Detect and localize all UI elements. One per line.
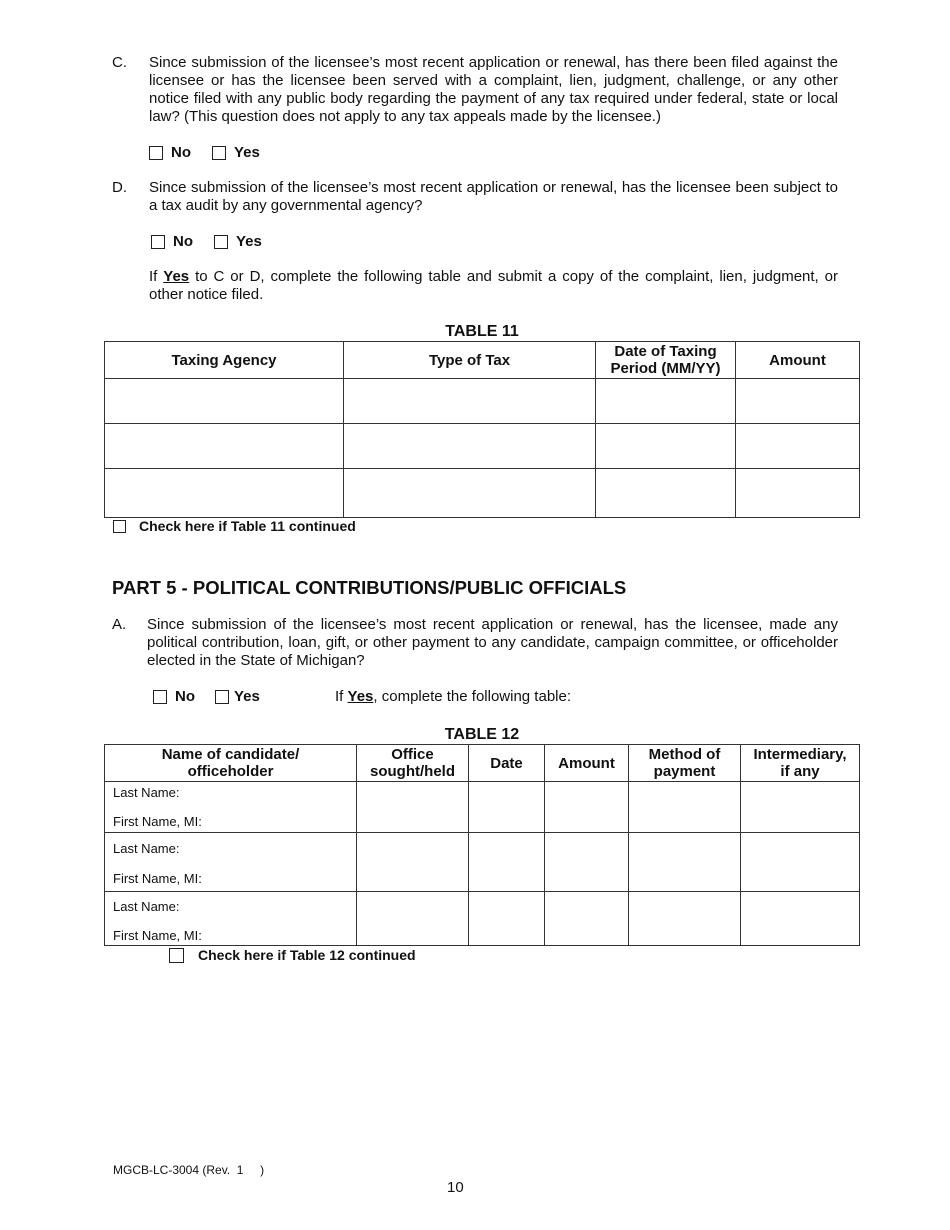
part5-question-a-options xyxy=(153,688,260,705)
table12-header-office-text: Office sought/held xyxy=(370,746,455,780)
question-c-yes-checkbox[interactable] xyxy=(212,146,226,160)
table-row xyxy=(105,424,860,469)
table12-header-name xyxy=(105,745,357,782)
table12-header-method-text: Method of payment xyxy=(648,746,721,780)
table12-cell[interactable] xyxy=(469,782,545,833)
table12-cell[interactable] xyxy=(469,892,545,946)
table12-cell[interactable] xyxy=(357,892,469,946)
instruction-cd-prefix: If xyxy=(149,268,164,285)
table11-cell[interactable] xyxy=(344,424,596,469)
table11-continued-checkbox[interactable] xyxy=(113,520,126,533)
table12-title: TABLE 12 xyxy=(444,726,520,743)
table11-cell[interactable] xyxy=(105,379,344,424)
table11-cell[interactable] xyxy=(596,424,736,469)
table12-cell[interactable] xyxy=(741,892,860,946)
table12-header-name-text: Name of candidate/ officeholder xyxy=(161,746,300,780)
table11-header-date xyxy=(596,342,736,379)
table11-cell[interactable] xyxy=(736,469,860,518)
part5-instruction-suffix: , complete the following table: xyxy=(373,688,572,705)
table12-cell[interactable] xyxy=(629,892,741,946)
table-row xyxy=(105,469,860,518)
table11-header-amount: Amount xyxy=(736,342,860,379)
table12-continued-label: Check here if Table 12 continued xyxy=(198,947,416,963)
table11-header-type-of-tax: Type of Tax xyxy=(344,342,596,379)
last-name-label: Last Name: xyxy=(113,899,180,914)
first-name-label: First Name, MI: xyxy=(113,871,202,886)
table11 xyxy=(104,341,860,518)
table11-title: TABLE 11 xyxy=(445,323,519,340)
table12-continued-checkbox[interactable] xyxy=(169,948,184,963)
table11-header-date-text: Date of Taxing Period (MM/YY) xyxy=(610,343,721,377)
first-name-label: First Name, MI: xyxy=(113,928,202,943)
table11-cell[interactable] xyxy=(596,379,736,424)
question-d-text: Since submission of the licensee’s most recent application or renewal, has the licensee been subject to a tax audit by any governmental agency? xyxy=(149,179,838,214)
question-d-yes-checkbox[interactable] xyxy=(214,235,228,249)
table12-cell[interactable] xyxy=(741,833,860,892)
table12-name-cell[interactable] xyxy=(105,892,357,946)
part5-question-a-no-checkbox[interactable] xyxy=(153,690,167,704)
question-d-options xyxy=(151,233,262,250)
part5-instruction xyxy=(335,688,571,705)
question-c-options xyxy=(149,144,260,161)
table11-cell[interactable] xyxy=(736,424,860,469)
question-c-letter: C. xyxy=(112,54,127,71)
question-c-yes-label: Yes xyxy=(234,144,260,161)
table12-cell[interactable] xyxy=(741,782,860,833)
form-id: MGCB-LC-3004 (Rev. 1 ) xyxy=(113,1163,265,1177)
part5-question-a-yes-label: Yes xyxy=(234,688,260,705)
table12-header-office xyxy=(357,745,469,782)
table11-cell[interactable] xyxy=(344,379,596,424)
table-row xyxy=(105,892,860,946)
page-number: 10 xyxy=(447,1179,464,1196)
table12-cell[interactable] xyxy=(357,782,469,833)
table11-header-taxing-agency: Taxing Agency xyxy=(105,342,344,379)
question-c-no-checkbox[interactable] xyxy=(149,146,163,160)
table12-continued xyxy=(169,947,416,963)
part5-question-a-letter: A. xyxy=(112,616,127,633)
question-d-no-label: No xyxy=(173,233,193,250)
table11-continued xyxy=(113,518,356,534)
table-row xyxy=(105,833,860,892)
part5-question-a-yes-checkbox[interactable] xyxy=(215,690,229,704)
table11-cell[interactable] xyxy=(344,469,596,518)
table12-name-cell[interactable] xyxy=(105,782,357,833)
table-row xyxy=(105,782,860,833)
instruction-cd-yes: Yes xyxy=(163,268,190,285)
first-name-label: First Name, MI: xyxy=(113,814,202,829)
table12-header-intermediary-text: Intermediary, if any xyxy=(753,746,847,780)
table11-cell[interactable] xyxy=(736,379,860,424)
table12-cell[interactable] xyxy=(629,782,741,833)
table12-cell[interactable] xyxy=(357,833,469,892)
table12-header-amount: Amount xyxy=(545,745,629,782)
table12-cell[interactable] xyxy=(629,833,741,892)
question-d-letter: D. xyxy=(112,179,127,196)
question-d-no-checkbox[interactable] xyxy=(151,235,165,249)
last-name-label: Last Name: xyxy=(113,841,180,856)
table12-header-date: Date xyxy=(469,745,545,782)
table12 xyxy=(104,744,860,946)
table12-cell[interactable] xyxy=(545,892,629,946)
question-c-text: Since submission of the licensee’s most recent application or renewal, has there been filed against the licensee or has the licensee been served with a complaint, lien, judgment, challenge, or any other notice filed with any public body regarding the payment of any tax required under federal, state or local law? (This question does not apply to any tax appeals made by the licensee.) xyxy=(149,54,838,125)
table12-cell[interactable] xyxy=(545,782,629,833)
part5-question-a-text: Since submission of the licensee’s most recent application or renewal, has the licensee, made any political contribution, loan, gift, or other payment to any candidate, campaign committee, or officeholder elected in the State of Michigan? xyxy=(147,616,838,669)
table-row xyxy=(105,379,860,424)
table11-cell[interactable] xyxy=(105,469,344,518)
instruction-cd-suffix: to C or D, complete the following table and submit a copy of the complaint, lien, judgment, or other notice filed. xyxy=(149,268,838,303)
table12-name-cell[interactable] xyxy=(105,833,357,892)
instruction-cd xyxy=(149,268,838,304)
table11-continued-label: Check here if Table 11 continued xyxy=(139,518,356,534)
part5-instruction-yes: Yes xyxy=(347,688,374,705)
question-c-no-label: No xyxy=(171,144,191,161)
table12-header-method xyxy=(629,745,741,782)
part5-question-a-no-label: No xyxy=(175,688,195,705)
table11-cell[interactable] xyxy=(105,424,344,469)
part5-heading: PART 5 - POLITICAL CONTRIBUTIONS/PUBLIC OFFICIALS xyxy=(112,577,627,598)
table12-cell[interactable] xyxy=(469,833,545,892)
table11-cell[interactable] xyxy=(596,469,736,518)
table12-header-intermediary xyxy=(741,745,860,782)
table12-cell[interactable] xyxy=(545,833,629,892)
last-name-label: Last Name: xyxy=(113,785,180,800)
part5-instruction-prefix: If xyxy=(335,688,348,705)
question-d-yes-label: Yes xyxy=(236,233,262,250)
